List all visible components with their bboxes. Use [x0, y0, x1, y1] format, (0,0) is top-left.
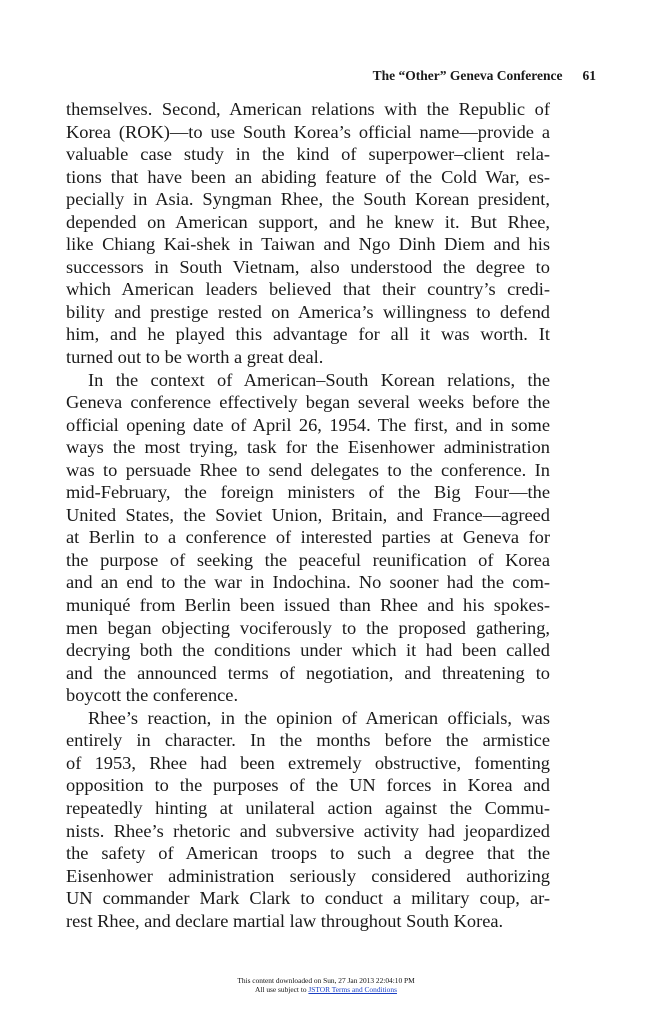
text-line: and an end to the war in Indochina. No sooner had the com- [66, 572, 550, 593]
text-line: United States, the Soviet Union, Britain, and France—agreed [66, 504, 550, 525]
text-line: decrying both the conditions under which it had been called [66, 640, 550, 661]
text-line: opposition to the purposes of the UN forces in Korea and [66, 775, 550, 796]
text-line: nists. Rhee’s rhetoric and subversive activity had jeopardized [66, 820, 550, 841]
running-head-title: The “Other” Geneva Conference [372, 68, 563, 83]
text-line: was to persuade Rhee to send delegates to the conference. In [66, 459, 550, 480]
text-line: UN commander Mark Clark to conduct a military coup, ar- [66, 888, 550, 909]
text-line: men began objecting vociferously to the proposed gathering, [66, 617, 550, 638]
text-line: Rhee’s reaction, in the opinion of American officials, was [88, 707, 550, 728]
terms-notice [0, 985, 652, 994]
text-line: at Berlin to a conference of interested parties at Geneva for [66, 527, 550, 548]
text-line: turned out to be worth a great deal. [66, 347, 324, 368]
text-line: Eisenhower administration seriously considered authorizing [66, 865, 550, 886]
text-line: Geneva conference effectively began several weeks before the [66, 392, 550, 413]
text-line: ways the most trying, task for the Eisenhower administration [66, 437, 550, 458]
paragraph [66, 98, 550, 369]
text-line: and the announced terms of negotiation, and threatening to [66, 662, 550, 683]
text-line: entirely in character. In the months before the armistice [66, 730, 550, 751]
text-line: mid-February, the foreign ministers of the Big Four—the [66, 482, 550, 503]
paragraph [66, 369, 550, 707]
terms-prefix: All use subject to [255, 985, 309, 994]
text-line: official opening date of April 26, 1954. The first, and in some [66, 414, 550, 435]
download-notice: This content downloaded on Sun, 27 Jan 2013 22:04:10 PM [237, 976, 415, 985]
body-text [66, 98, 550, 932]
text-line: the safety of American troops to such a degree that the [66, 843, 550, 864]
text-line: valuable case study in the kind of superpower–client rela- [66, 144, 550, 165]
text-line: him, and he played this advantage for all it was worth. It [66, 324, 550, 345]
text-line: repeatedly hinting at unilateral action against the Commu- [66, 797, 550, 818]
text-line: boycott the conference. [66, 685, 239, 706]
text-line: depended on American support, and he knew it. But Rhee, [66, 211, 550, 232]
page-number: 61 [582, 68, 596, 83]
paragraph [66, 707, 550, 932]
footer [0, 976, 652, 994]
text-line: muniqué from Berlin been issued than Rhee and his spokes- [66, 595, 550, 616]
text-line: pecially in Asia. Syngman Rhee, the South Korean president, [66, 189, 550, 210]
text-line: bility and prestige rested on America’s willingness to defend [66, 301, 550, 322]
text-line: rest Rhee, and declare martial law throughout South Korea. [66, 910, 504, 931]
text-line: successors in South Vietnam, also understood the degree to [66, 256, 550, 277]
text-line: like Chiang Kai-shek in Taiwan and Ngo Dinh Diem and his [66, 234, 550, 255]
text-line: which American leaders believed that their country’s credi- [66, 279, 550, 300]
text-line: the purpose of seeking the peaceful reunification of Korea [66, 549, 550, 570]
terms-link[interactable]: JSTOR Terms and Conditions [308, 985, 397, 994]
text-line: themselves. Second, American relations with the Republic of [66, 99, 550, 119]
text-line: Korea (ROK)—to use South Korea’s official name—provide a [66, 121, 550, 142]
running-head [66, 68, 596, 88]
text-line: of 1953, Rhee had been extremely obstructive, fomenting [66, 752, 550, 773]
text-line: tions that have been an abiding feature of the Cold War, es- [66, 166, 550, 187]
text-line: In the context of American–South Korean relations, the [88, 369, 550, 390]
